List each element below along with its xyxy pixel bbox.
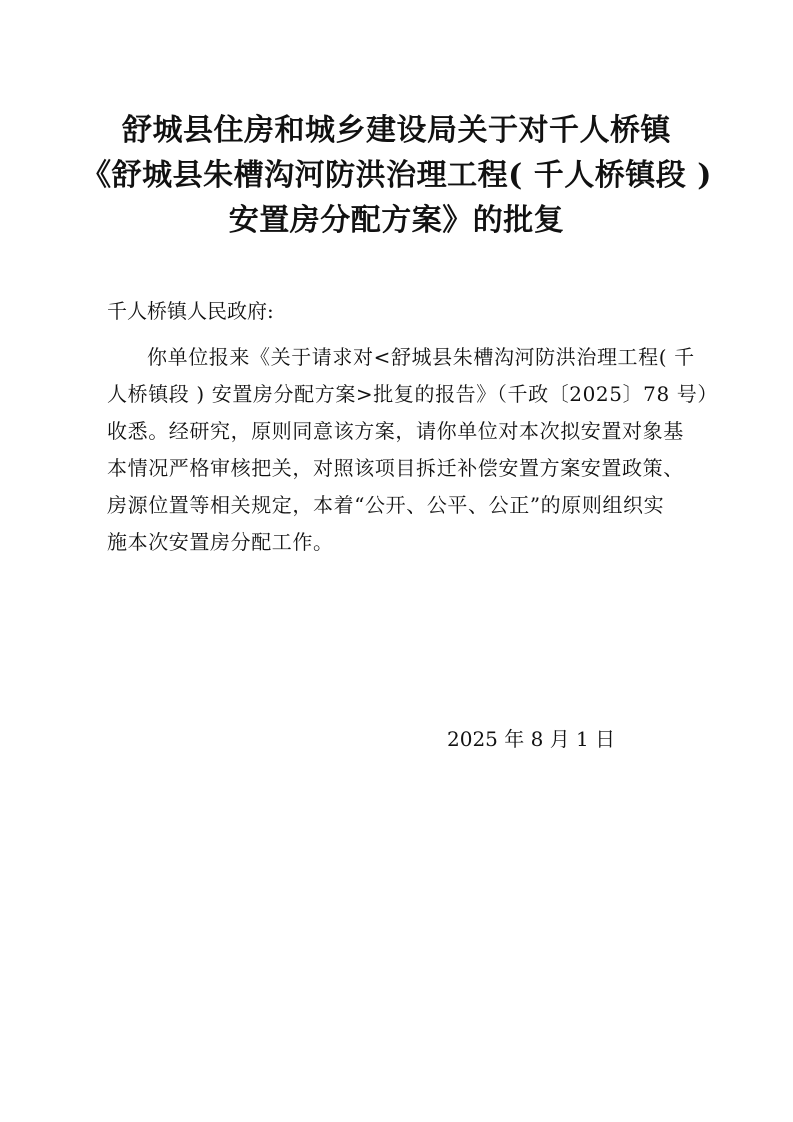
body-line-2: 人桥镇段 ) 安置房分配方案>批复的报告》（千政〔2025〕78 号） <box>107 382 718 406</box>
body-line-5: 房源位置等相关规定，本着“公开、公平、公正”的原则组织实 <box>107 493 665 517</box>
title-line-2: 《舒城县朱槽沟河防洪治理工程( 千人桥镇段 ) <box>81 158 712 193</box>
body-line-6: 施本次安置房分配工作。 <box>107 530 334 554</box>
document-title <box>0 108 793 243</box>
body-line-1: 你单位报来《关于请求对<舒城县朱槽沟河防洪治理工程( 千 <box>147 345 695 369</box>
salutation: 千人桥镇人民政府: <box>107 299 274 323</box>
body-paragraph <box>107 339 718 561</box>
document-date: 2025 年 8 月 1 日 <box>447 727 616 751</box>
body-line-3: 收悉。经研究，原则同意该方案，请你单位对本次拟安置对象基 <box>107 419 684 443</box>
title-line-3: 安置房分配方案》的批复 <box>228 203 565 238</box>
title-line-1: 舒城县住房和城乡建设局关于对千人桥镇 <box>122 113 671 148</box>
body-line-4: 本情况严格审核把关，对照该项目拆迁补偿安置方案安置政策、 <box>107 456 684 480</box>
